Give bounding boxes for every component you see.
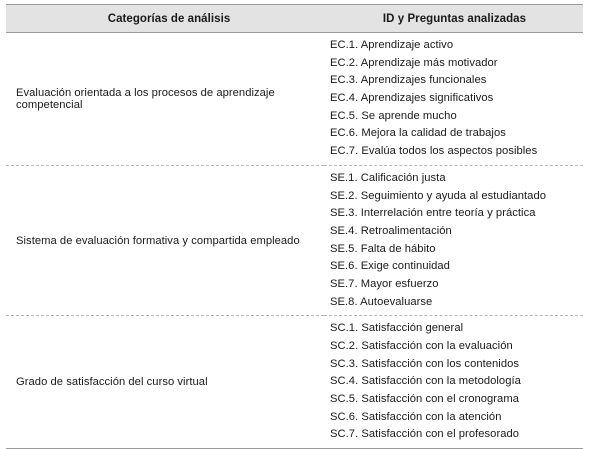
question-item: SE.1. Calificación justa — [330, 171, 446, 184]
question-item: SE.8. Autoevaluarse — [330, 295, 433, 308]
question-item: SC.7. Satisfacción con el profesorado — [330, 428, 520, 441]
header-ids: ID y Preguntas analizadas — [324, 5, 583, 33]
question-list-cell — [324, 33, 583, 166]
question-item: SC.4. Satisfacción con la metodología — [330, 375, 521, 388]
category-cell: Sistema de evaluación formativa y compartida empleado — [6, 165, 324, 316]
question-item: SC.3. Satisfacción con los contenidos — [330, 357, 520, 370]
question-item: SC.1. Satisfacción general — [330, 322, 464, 335]
question-list-cell — [324, 165, 583, 316]
question-item: SE.6. Exige continuidad — [330, 260, 450, 273]
question-item: EC.6. Mejora la calidad de trabajos — [330, 127, 506, 140]
question-item: SE.4. Retroalimentación — [330, 224, 452, 237]
question-item: EC.1. Aprendizaje activo — [330, 39, 454, 51]
question-item: SC.2. Satisfacción con la evaluación — [330, 340, 513, 352]
question-list — [330, 320, 583, 444]
header-category: Categorías de análisis — [6, 5, 324, 33]
question-list-cell — [324, 316, 583, 449]
question-item: SE.2. Seguimiento y ayuda al estudiantado — [330, 189, 546, 202]
table-row — [6, 165, 583, 316]
question-item: SC.5. Satisfacción con el cronograma — [330, 393, 519, 406]
category-cell: Grado de satisfacción del curso virtual — [6, 316, 324, 449]
question-item: EC.2. Aprendizaje más motivador — [330, 56, 498, 69]
question-item: EC.3. Aprendizajes funcionales — [330, 74, 487, 87]
table-row — [6, 33, 583, 166]
table-row — [6, 316, 583, 449]
question-item: SC.6. Satisfacción con la atención — [330, 410, 502, 423]
question-item: SE.7. Mayor esfuerzo — [330, 277, 439, 290]
question-list — [330, 37, 583, 161]
analysis-table — [6, 4, 583, 449]
question-item: EC.4. Aprendizajes significativos — [330, 92, 494, 105]
question-item: SE.3. Interrelación entre teoría y práctica — [330, 207, 536, 220]
header-row — [6, 5, 583, 33]
question-item: EC.5. Se aprende mucho — [330, 109, 457, 122]
category-cell: Evaluación orientada a los procesos de aprendizaje competencial — [16, 86, 275, 111]
question-list — [330, 170, 583, 312]
question-item: EC.7. Evalúa todos los aspectos posibles — [330, 145, 538, 158]
question-item: SE.5. Falta de hábito — [330, 242, 436, 255]
